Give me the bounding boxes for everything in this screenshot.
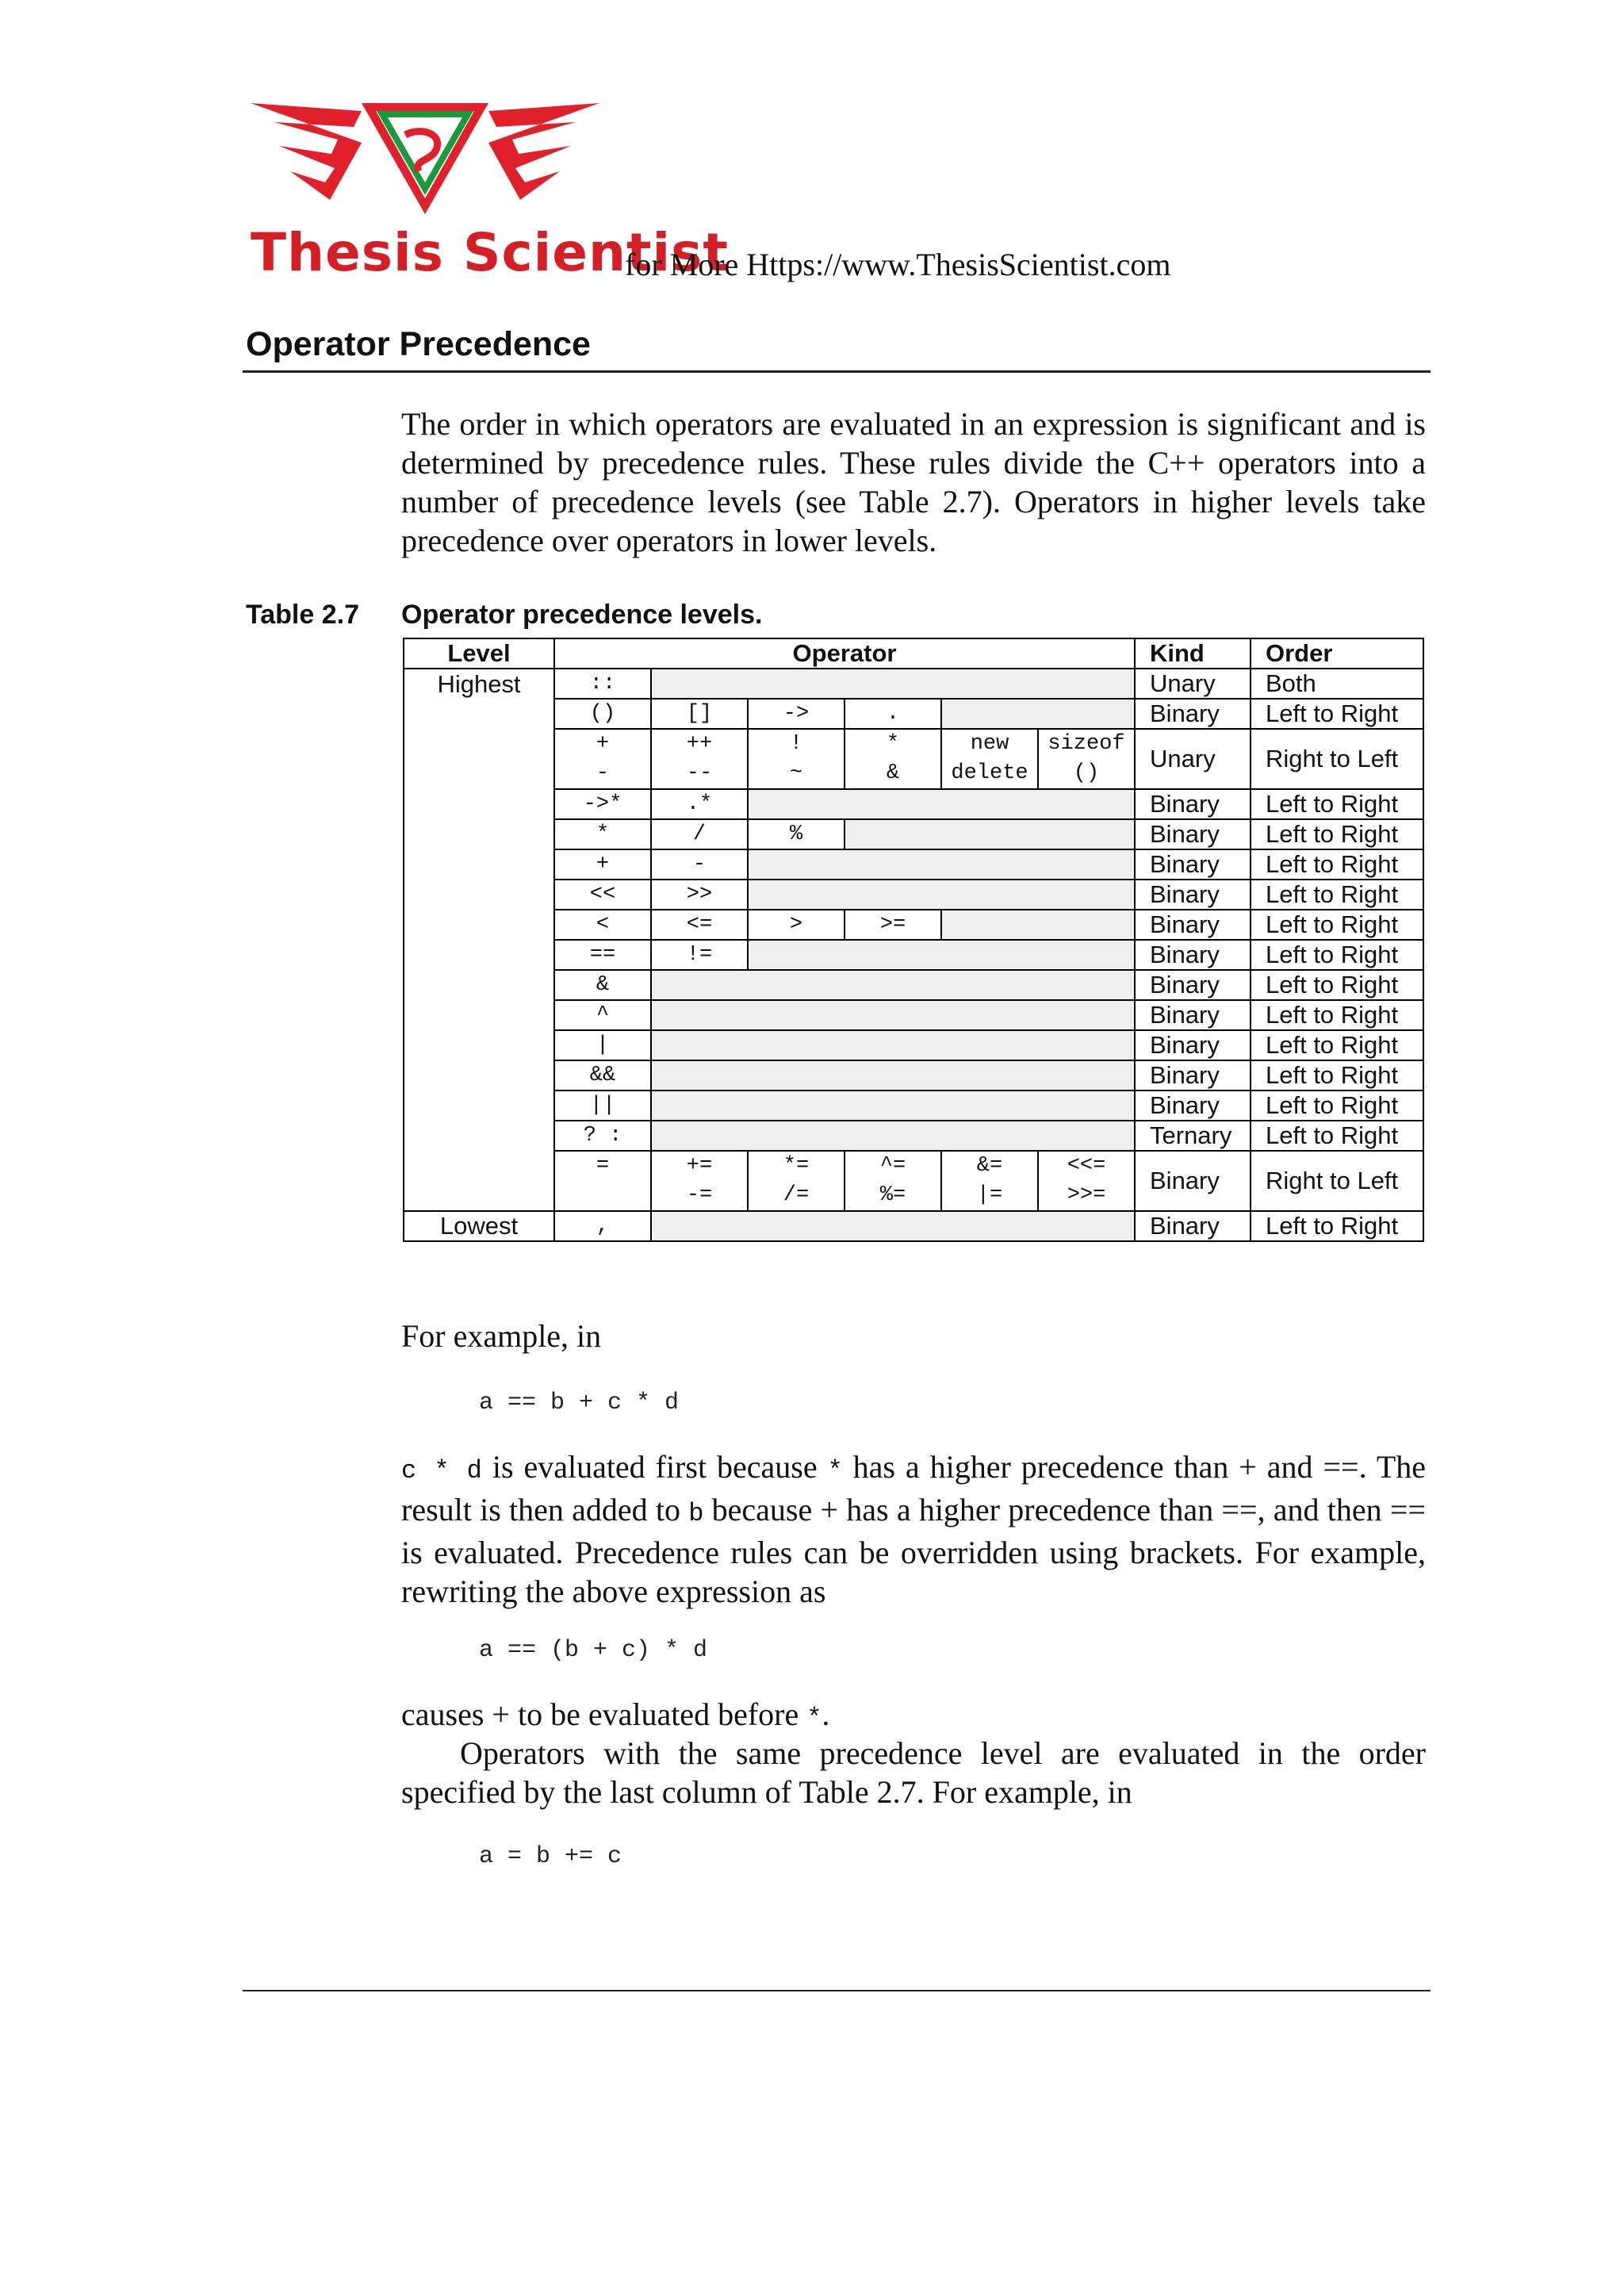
kind-cell: Binary	[1135, 849, 1251, 880]
table-row	[404, 849, 1423, 880]
causes-line	[401, 1695, 1426, 1738]
order-cell: Left to Right	[1251, 880, 1423, 910]
operator-symbol: sizeof	[1048, 732, 1125, 756]
operator-cell	[554, 1030, 651, 1060]
operator-cell	[651, 819, 748, 849]
operator-cell	[554, 940, 651, 970]
order-cell: Left to Right	[1251, 789, 1423, 819]
winged-triangle-logo-icon	[243, 95, 607, 222]
operator-symbol: ->	[783, 702, 810, 726]
explanation-paragraph	[401, 1447, 1426, 1611]
header-kind: Kind	[1135, 638, 1251, 669]
operator-symbol: <=	[686, 913, 713, 937]
operator-symbol: -	[692, 853, 707, 876]
operator-symbol: ->*	[583, 792, 622, 816]
text-run: has a higher precedence than + and ==. The result is then added to	[401, 1449, 1427, 1527]
kind-cell: Binary	[1135, 819, 1251, 849]
operator-symbol: >>=	[1067, 1183, 1106, 1207]
operator-symbol: >>	[686, 883, 713, 907]
table-row	[404, 1211, 1423, 1241]
operator-cell	[941, 1151, 1038, 1211]
operator-symbol: -=	[686, 1183, 713, 1207]
text-run: because + has a higher precedence than ==, and then == is evaluated. Precedence rules can be overridden using brackets. For example, rewriting the above expression as	[401, 1492, 1426, 1609]
text-run: is evaluated first because	[481, 1449, 828, 1485]
operator-symbol: =	[596, 1154, 610, 1178]
order-cell: Left to Right	[1251, 1121, 1423, 1151]
operator-cell	[941, 729, 1038, 789]
operator-symbol: %=	[879, 1183, 906, 1207]
operator-cell	[554, 1151, 651, 1211]
order-cell: Left to Right	[1251, 1091, 1423, 1121]
operator-cell	[554, 819, 651, 849]
operator-cell	[554, 880, 651, 910]
operator-cell	[845, 699, 941, 729]
operator-symbol: +	[596, 732, 610, 756]
header-order: Order	[1251, 638, 1423, 669]
order-cell: Left to Right	[1251, 940, 1423, 970]
operator-cell	[554, 1000, 651, 1030]
footer-rule	[243, 1990, 1431, 1991]
operator-cell	[845, 1151, 941, 1211]
operator-symbol: ^=	[879, 1154, 906, 1178]
order-cell: Left to Right	[1251, 970, 1423, 1000]
level-cell	[404, 819, 554, 849]
operator-cell	[651, 940, 748, 970]
operator-symbol: new	[970, 732, 1009, 756]
inline-code: *	[806, 1704, 822, 1733]
level-cell	[404, 849, 554, 880]
empty-operator-cell	[941, 699, 1135, 729]
operator-symbol: |	[596, 1033, 610, 1057]
operator-symbol: ? :	[583, 1124, 622, 1148]
operator-symbol: !	[789, 732, 803, 756]
empty-operator-cell	[748, 789, 1135, 819]
level-cell	[404, 970, 554, 1000]
kind-cell: Binary	[1135, 699, 1251, 729]
operator-symbol: /	[692, 822, 707, 846]
operator-cell	[748, 819, 845, 849]
inline-code: b	[688, 1499, 704, 1528]
operator-cell	[651, 910, 748, 940]
level-cell	[404, 880, 554, 910]
table-row	[404, 1091, 1423, 1121]
operator-cell	[554, 729, 651, 789]
operator-symbol: .	[886, 702, 900, 726]
level-cell	[404, 729, 554, 789]
operator-symbol: >=	[879, 913, 906, 937]
operator-cell	[554, 849, 651, 880]
operator-symbol: []	[686, 702, 713, 726]
empty-operator-cell	[651, 669, 1135, 699]
table-label: Table 2.7	[246, 600, 359, 630]
operator-symbol: &&	[589, 1064, 616, 1087]
kind-cell: Binary	[1135, 1030, 1251, 1060]
operator-symbol: &	[886, 761, 900, 785]
empty-operator-cell	[748, 849, 1135, 880]
operator-cell	[554, 1060, 651, 1091]
operator-symbol: ,	[596, 1214, 610, 1238]
section-title: Operator Precedence	[246, 325, 591, 363]
order-cell: Both	[1251, 669, 1423, 699]
level-cell	[404, 1091, 554, 1121]
operator-symbol: .*	[686, 792, 713, 816]
level-cell	[404, 1060, 554, 1091]
kind-cell: Binary	[1135, 1091, 1251, 1121]
table-row	[404, 699, 1423, 729]
empty-operator-cell	[748, 940, 1135, 970]
operator-cell	[1038, 1151, 1135, 1211]
empty-operator-cell	[651, 1000, 1135, 1030]
operator-symbol: *	[596, 822, 610, 846]
operator-cell	[554, 789, 651, 819]
kind-cell: Binary	[1135, 1151, 1251, 1211]
operator-cell	[651, 1151, 748, 1211]
kind-cell: Binary	[1135, 789, 1251, 819]
operator-cell	[845, 910, 941, 940]
level-cell	[404, 789, 554, 819]
operator-symbol: ::	[589, 672, 616, 696]
table-row	[404, 1151, 1423, 1211]
same-precedence-paragraph: Operators with the same precedence level are evaluated in the order specified by the last column of Table 2.7. For example, in	[401, 1735, 1426, 1810]
thesis-scientist-logo	[243, 95, 729, 293]
kind-cell: Binary	[1135, 1211, 1251, 1241]
operator-cell	[554, 669, 651, 699]
operator-symbol: &=	[976, 1154, 1003, 1178]
order-cell: Left to Right	[1251, 1000, 1423, 1030]
table-row	[404, 1121, 1423, 1151]
kind-cell: Binary	[1135, 880, 1251, 910]
code-example-2: a == (b + c) * d	[479, 1637, 708, 1664]
operator-symbol: +	[596, 853, 610, 876]
operator-cell	[651, 789, 748, 819]
order-cell: Left to Right	[1251, 699, 1423, 729]
operator-symbol: delete	[951, 761, 1028, 785]
operator-symbol: |=	[976, 1183, 1003, 1207]
kind-cell: Binary	[1135, 940, 1251, 970]
kind-cell: Ternary	[1135, 1121, 1251, 1151]
operator-symbol: -	[596, 761, 610, 785]
heading-rule	[243, 370, 1431, 373]
kind-cell: Unary	[1135, 669, 1251, 699]
operator-symbol: --	[686, 761, 713, 785]
operator-symbol: &	[596, 973, 610, 997]
operator-cell	[651, 880, 748, 910]
operator-cell	[748, 910, 845, 940]
level-cell	[404, 910, 554, 940]
code-example-3: a = b += c	[479, 1843, 622, 1870]
table-row	[404, 970, 1423, 1000]
order-cell: Left to Right	[1251, 1030, 1423, 1060]
operator-cell	[554, 910, 651, 940]
operator-symbol: >	[789, 913, 803, 937]
inline-code: c * d	[401, 1456, 482, 1485]
operator-cell	[748, 1151, 845, 1211]
table-row	[404, 880, 1423, 910]
operator-symbol: /=	[783, 1183, 810, 1207]
order-cell: Left to Right	[1251, 910, 1423, 940]
operator-cell	[554, 970, 651, 1000]
empty-operator-cell	[651, 1211, 1135, 1241]
operator-symbol: ++	[686, 732, 713, 756]
text-run: causes + to be evaluated before	[401, 1696, 807, 1732]
empty-operator-cell	[651, 1060, 1135, 1091]
code-example-1: a == b + c * d	[479, 1389, 680, 1416]
empty-operator-cell	[651, 1121, 1135, 1151]
operator-cell	[554, 699, 651, 729]
header-operator: Operator	[554, 638, 1135, 669]
operator-symbol: +=	[686, 1154, 713, 1178]
level-cell: Lowest	[404, 1211, 554, 1241]
order-cell: Right to Left	[1251, 1151, 1423, 1211]
kind-cell: Binary	[1135, 1060, 1251, 1091]
table-row	[404, 940, 1423, 970]
operator-symbol: ~	[789, 761, 803, 785]
operator-cell	[651, 849, 748, 880]
empty-operator-cell	[651, 1030, 1135, 1060]
logo-wordmark: Thesis Scientist	[251, 222, 729, 283]
operator-symbol: *	[886, 732, 900, 756]
operator-cell	[554, 1121, 651, 1151]
operator-cell	[554, 1091, 651, 1121]
operator-symbol: *=	[783, 1154, 810, 1178]
operator-symbol: ==	[589, 943, 616, 967]
order-cell: Left to Right	[1251, 819, 1423, 849]
operator-cell	[651, 699, 748, 729]
operator-symbol: ^	[596, 1003, 610, 1027]
table-row	[404, 789, 1423, 819]
operator-symbol: ||	[589, 1094, 616, 1117]
table-row	[404, 1030, 1423, 1060]
header-level: Level	[404, 638, 554, 669]
operator-symbol: ()	[1073, 761, 1100, 785]
site-url-note[interactable]: for More Https://www.ThesisScientist.com	[625, 247, 1171, 282]
level-cell	[404, 940, 554, 970]
operator-symbol: <<=	[1067, 1154, 1106, 1178]
operator-cell	[748, 729, 845, 789]
level-cell: Highest	[404, 669, 554, 699]
operator-symbol: !=	[686, 943, 713, 967]
empty-operator-cell	[651, 970, 1135, 1000]
operator-symbol: ()	[589, 702, 616, 726]
table-row	[404, 669, 1423, 699]
intro-paragraph: The order in which operators are evaluated in an expression is significant and is determined by precedence rules. These rules divide the C++ operators into a number of precedence levels (see Table 2.7). Operators in higher levels take precedence over operators in lower levels.	[401, 406, 1426, 558]
operator-cell	[651, 729, 748, 789]
operator-symbol: <	[596, 913, 610, 937]
order-cell: Left to Right	[1251, 849, 1423, 880]
example-lead: For example, in	[401, 1318, 602, 1354]
table-row	[404, 729, 1423, 789]
table-row	[404, 1060, 1423, 1091]
empty-operator-cell	[845, 819, 1135, 849]
operator-cell	[748, 699, 845, 729]
empty-operator-cell	[941, 910, 1135, 940]
kind-cell: Binary	[1135, 910, 1251, 940]
operator-symbol: %	[789, 822, 803, 846]
empty-operator-cell	[748, 880, 1135, 910]
kind-cell: Unary	[1135, 729, 1251, 789]
level-cell	[404, 1121, 554, 1151]
level-cell	[404, 1151, 554, 1211]
kind-cell: Binary	[1135, 970, 1251, 1000]
level-cell	[404, 1000, 554, 1030]
operator-cell	[1038, 729, 1135, 789]
table-row	[404, 819, 1423, 849]
operator-cell	[554, 1211, 651, 1241]
order-cell: Left to Right	[1251, 1211, 1423, 1241]
table-row	[404, 1000, 1423, 1030]
kind-cell: Binary	[1135, 1000, 1251, 1030]
text-run: .	[822, 1696, 830, 1732]
inline-code: *	[827, 1456, 843, 1485]
table-title: Operator precedence levels.	[401, 600, 763, 630]
operator-precedence-table	[403, 638, 1424, 1242]
operator-symbol: <<	[589, 883, 616, 907]
order-cell: Right to Left	[1251, 729, 1423, 789]
order-cell: Left to Right	[1251, 1060, 1423, 1091]
level-cell	[404, 699, 554, 729]
empty-operator-cell	[651, 1091, 1135, 1121]
operator-cell	[845, 729, 941, 789]
level-cell	[404, 1030, 554, 1060]
table-row	[404, 910, 1423, 940]
